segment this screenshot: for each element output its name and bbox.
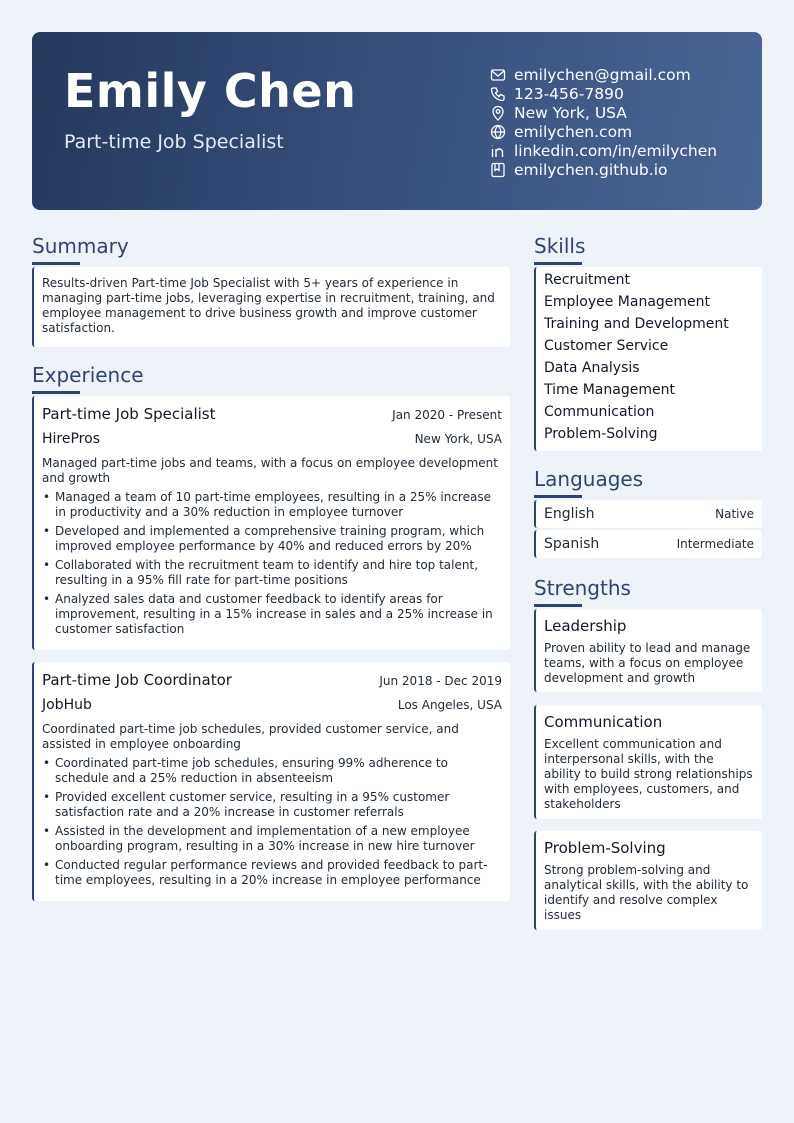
contact-phone[interactable] <box>490 84 717 103</box>
contact-website-text: emilychen.com <box>514 122 633 141</box>
strength-card <box>534 705 762 819</box>
contact-linkedin[interactable] <box>490 141 717 160</box>
summary-heading: Summary <box>32 234 129 258</box>
location-icon <box>490 105 506 121</box>
language-row <box>534 530 762 558</box>
strength-description: Excellent communication and interpersonal skills, with the ability to build strong relationships with employees, customers, and stakeholders <box>544 737 753 811</box>
contact-phone-text: 123-456-7890 <box>514 84 624 103</box>
candidate-title: Part-time Job Specialist <box>64 131 284 153</box>
phone-icon <box>490 86 506 102</box>
job-dates: Jan 2020 - Present <box>392 408 502 422</box>
job-card <box>32 396 510 650</box>
contact-github-text: emilychen.github.io <box>514 160 668 179</box>
skill-item: Training and Development <box>544 316 729 332</box>
skill-item: Time Management <box>544 382 675 398</box>
strength-title: Communication <box>544 713 663 731</box>
job-description: Coordinated part-time job schedules, provided customer service, and assisted in employee onboarding <box>42 722 459 751</box>
language-level: Native <box>715 507 754 521</box>
strengths-heading: Strengths <box>534 576 631 600</box>
skills-card <box>534 267 762 451</box>
job-card <box>32 662 510 901</box>
strength-title: Problem-Solving <box>544 839 666 857</box>
job-dates: Jun 2018 - Dec 2019 <box>379 674 502 688</box>
job-bullet: • Collaborated with the recruitment team to identify and hire top talent, resulting in a 95% fill rate for part-time positions <box>42 558 502 588</box>
candidate-name: Emily Chen <box>64 64 357 118</box>
job-bullet: • Conducted regular performance reviews and provided feedback to part-time employees, resulting in a 20% increase in employee performance <box>42 858 502 888</box>
resume-header <box>32 32 762 210</box>
github-icon <box>490 162 506 178</box>
job-header <box>42 405 502 423</box>
job-bullet: • Coordinated part-time job schedules, ensuring 99% adherence to schedule and a 25% reduction in absenteeism <box>42 756 502 786</box>
contact-email-text: emilychen@gmail.com <box>514 65 691 84</box>
skill-item: Data Analysis <box>544 360 640 376</box>
languages-heading: Languages <box>534 467 644 491</box>
job-bullet: • Assisted in the development and implementation of a new employee onboarding program, resulting in a 30% increase in new hire turnover <box>42 824 502 854</box>
job-location: Los Angeles, USA <box>397 698 502 712</box>
contact-email[interactable] <box>490 65 717 84</box>
skill-item: Employee Management <box>544 294 711 310</box>
job-header <box>42 671 502 689</box>
contact-github[interactable] <box>490 160 717 179</box>
strength-card <box>534 831 762 930</box>
summary-text: Results-driven Part-time Job Specialist with 5+ years of experience in managing part-time jobs, leveraging expertise in recruitment, training, and employee management to drive business growth and improve customer satisfaction. <box>42 276 495 335</box>
contact-location-text: New York, USA <box>514 103 627 122</box>
mail-icon <box>490 67 506 83</box>
contact-list <box>490 65 717 179</box>
skill-item: Customer Service <box>544 338 669 354</box>
experience-heading: Experience <box>32 363 144 387</box>
job-bullets <box>42 756 502 888</box>
job-bullet: • Managed a team of 10 part-time employees, resulting in a 25% increase in productivity and a 30% reduction in employee turnover <box>42 490 502 520</box>
strength-card <box>534 609 762 692</box>
languages-list <box>534 500 762 560</box>
strength-description: Strong problem-solving and analytical skills, with the ability to identify and resolve complex issues <box>544 863 749 922</box>
job-bullets <box>42 490 502 637</box>
job-subheader <box>42 697 502 713</box>
language-name: Spanish <box>544 536 600 552</box>
skills-heading: Skills <box>534 234 586 258</box>
summary-card <box>32 267 510 347</box>
globe-icon <box>490 124 506 140</box>
language-name: English <box>544 506 595 522</box>
language-row <box>534 500 762 528</box>
job-title: Part-time Job Specialist <box>42 405 216 423</box>
contact-website[interactable] <box>490 122 717 141</box>
skill-item: Recruitment <box>544 272 631 288</box>
skill-item: Problem-Solving <box>544 426 658 442</box>
job-company: JobHub <box>42 697 92 713</box>
contact-location <box>490 103 717 122</box>
job-bullet: • Provided excellent customer service, resulting in a 95% customer satisfaction rate and a 20% increase in customer referrals <box>42 790 502 820</box>
job-location: New York, USA <box>414 432 502 446</box>
job-bullet: • Developed and implemented a comprehensive training program, which improved employee performance by 40% and reduced errors by 20% <box>42 524 502 554</box>
strength-title: Leadership <box>544 617 627 635</box>
strength-description: Proven ability to lead and manage teams, with a focus on employee development and growth <box>544 641 751 685</box>
skill-item: Communication <box>544 404 655 420</box>
job-subheader <box>42 431 502 447</box>
contact-linkedin-text: linkedin.com/in/emilychen <box>514 141 718 160</box>
job-bullet: • Analyzed sales data and customer feedback to identify areas for improvement, resulting in a 15% increase in sales and a 25% increase in customer satisfaction <box>42 592 502 637</box>
linkedin-icon <box>490 143 506 159</box>
job-title: Part-time Job Coordinator <box>42 671 232 689</box>
language-level: Intermediate <box>676 537 754 551</box>
job-description: Managed part-time jobs and teams, with a focus on employee development and growth <box>42 456 498 485</box>
job-company: HirePros <box>42 431 100 447</box>
